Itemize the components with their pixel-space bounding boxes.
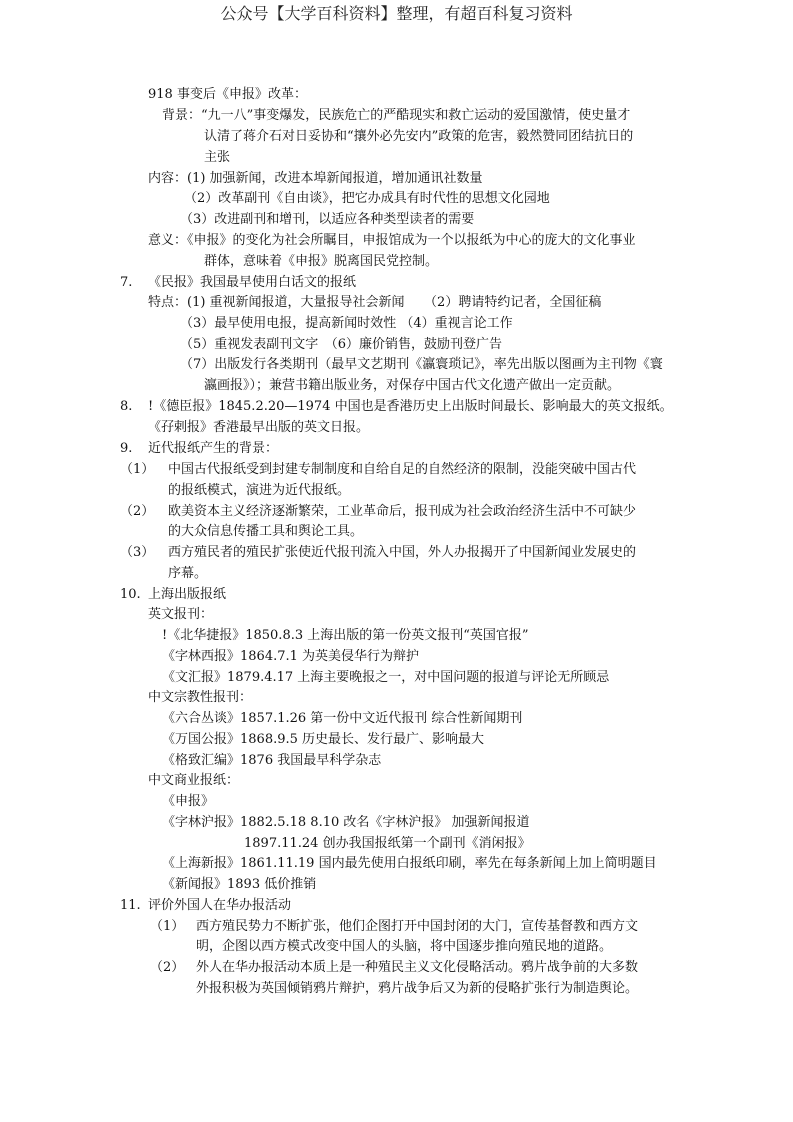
section-7-title: 《民报》我国最早使用白话文的报纸: [148, 275, 357, 290]
s10-religious-item: 《格致汇编》1876 我国最早科学杂志: [162, 753, 382, 768]
s10-commercial-item: 《上海新报》1861.11.19 国内最先使用白报纸印刷，率先在每条新闻上加上简明题目: [162, 856, 657, 871]
section-918-title: 918 事变后《申报》改革：: [148, 87, 307, 102]
s7-feature-line: 特点：(1) 重视新闻报道，大量报导社会新闻 （2）聘请特约记者，全国征稿: [148, 295, 602, 310]
s918-content-line: （3）改进副刊和增刊，以适应各种类型读者的需要: [180, 212, 475, 227]
s918-meaning-line: 群体，意味着《申报》脱离国民党控制。: [204, 254, 439, 269]
s10-commercial-item: 1897.11.24 创办我国报纸第一个副刊《消闲报》: [244, 836, 531, 851]
s918-background-line: 主张: [204, 150, 231, 165]
s10-commercial-item: 《新闻报》1893 低价推销: [162, 877, 317, 892]
s11-item-line: 外报积极为英国倾销鸦片辩护，鸦片战争后又为新的侵略扩张行为制造舆论。: [196, 981, 639, 996]
s11-item-line: 西方殖民势力不断扩张，他们企图打开中国封闭的大门，宣传基督教和西方文: [196, 919, 639, 934]
section-8-number: 8.: [120, 399, 133, 414]
s10-commercial-item: 《申报》: [162, 794, 215, 809]
section-9-title: 近代报纸产生的背景：: [148, 441, 279, 456]
s10-commercial-item: 《字林沪报》1882.5.18 8.10 改名《字林沪报》 加强新闻报道: [162, 815, 530, 830]
section-10-number: 10.: [120, 587, 141, 602]
s918-content-line: （2）改革副刊《自由谈》，把它办成具有时代性的思想文化园地: [184, 191, 550, 206]
s918-background-line: 背景：“九一八”事变爆发，民族危亡的严酷现实和救亡运动的爱国激情，使史量才: [162, 108, 631, 123]
s11-item-number: （2）: [150, 960, 185, 975]
section-10-title: 上海出版报纸: [148, 587, 227, 602]
s9-item-number: （3）: [120, 545, 155, 560]
section-8-title: !《德臣报》1845.2.20—1974 中国也是香港历史上出版时间最长、影响最大的英文报纸。: [148, 399, 673, 414]
s9-item-number: （2）: [120, 504, 155, 519]
s9-item-line: 的大众信息传播工具和舆论工具。: [168, 524, 364, 539]
s7-feature-line: （5）重视发表副刊文字 （6）廉价销售，鼓励刊登广告: [180, 337, 503, 352]
s9-item-line: 欧美资本主义经济逐渐繁荣，工业革命后，报刊成为社会政治经济生活中不可缺少: [168, 504, 637, 519]
s9-item-line: 序幕。: [168, 566, 208, 581]
s11-item-line: 外人在华办报活动本质上是一种殖民主义文化侵略活动。鸦片战争前的大多数: [196, 960, 639, 975]
section-9-number: 9.: [120, 441, 133, 456]
s918-background-line: 认清了蒋介石对日妥协和“攘外必先安内”政策的危害，毅然赞同团结抗日的: [204, 129, 634, 144]
s918-meaning-line: 意义：《申报》的变化为社会所瞩目，申报馆成为一个以报纸为中心的庞大的文化事业: [148, 233, 636, 248]
page-header: 公众号【大学百科资料】整理，有超百科复习资料: [220, 4, 573, 23]
s10-english-heading: 英文报刊：: [148, 607, 214, 622]
s10-religious-heading: 中文宗教性报刊：: [148, 690, 253, 705]
s10-english-item: !《北华捷报》1850.8.3 上海出版的第一份英文报刊“英国官报”: [162, 628, 529, 643]
s10-religious-item: 《六合丛谈》1857.1.26 第一份中文近代报刊 综合性新闻期刊: [162, 711, 523, 726]
s9-item-line: 西方殖民者的殖民扩张使近代报刊流入中国，外人办报揭开了中国新闻业发展史的: [168, 545, 637, 560]
section-11-number: 11.: [120, 898, 141, 913]
s918-content-line: 内容：(1) 加强新闻，改进本埠新闻报道，增加通讯社数量: [148, 171, 483, 186]
s9-item-number: （1）: [120, 462, 155, 477]
s9-item-line: 中国古代报纸受到封建专制制度和自给自足的自然经济的限制，没能突破中国古代: [168, 462, 637, 477]
s11-item-line: 明，企图以西方模式改变中国人的头脑，将中国逐步推向殖民地的道路。: [196, 939, 613, 954]
s9-item-line: 的报纸模式，演进为近代报纸。: [168, 483, 351, 498]
s11-item-number: （1）: [150, 919, 185, 934]
s10-religious-item: 《万国公报》1868.9.5 历史最长、发行最广、影响最大: [162, 732, 485, 747]
s7-feature-line: 瀛画报》）；兼营书籍出版业务，对保存中国古代文化遗产做出一定贡献。: [204, 378, 621, 393]
s10-english-item: 《字林西报》1864.7.1 为英美侵华行为辩护: [162, 649, 420, 664]
s8-line: 《孖剌报》香港最早出版的英文日报。: [148, 420, 370, 435]
s10-commercial-heading: 中文商业报纸：: [148, 773, 240, 788]
s10-english-item: 《文汇报》1879.4.17 上海主要晚报之一，对中国问题的报道与评论无所顾忌: [162, 670, 610, 685]
s7-feature-line: （7）出版发行各类期刊（最早文艺期刊《瀛寰琐记》，率先出版以图画为主刊物《寰: [180, 357, 663, 372]
section-11-title: 评价外国人在华办报活动: [148, 898, 292, 913]
section-7-number: 7.: [120, 275, 133, 290]
s7-feature-line: （3）最早使用电报，提高新闻时效性 （4）重视言论工作: [180, 316, 513, 331]
